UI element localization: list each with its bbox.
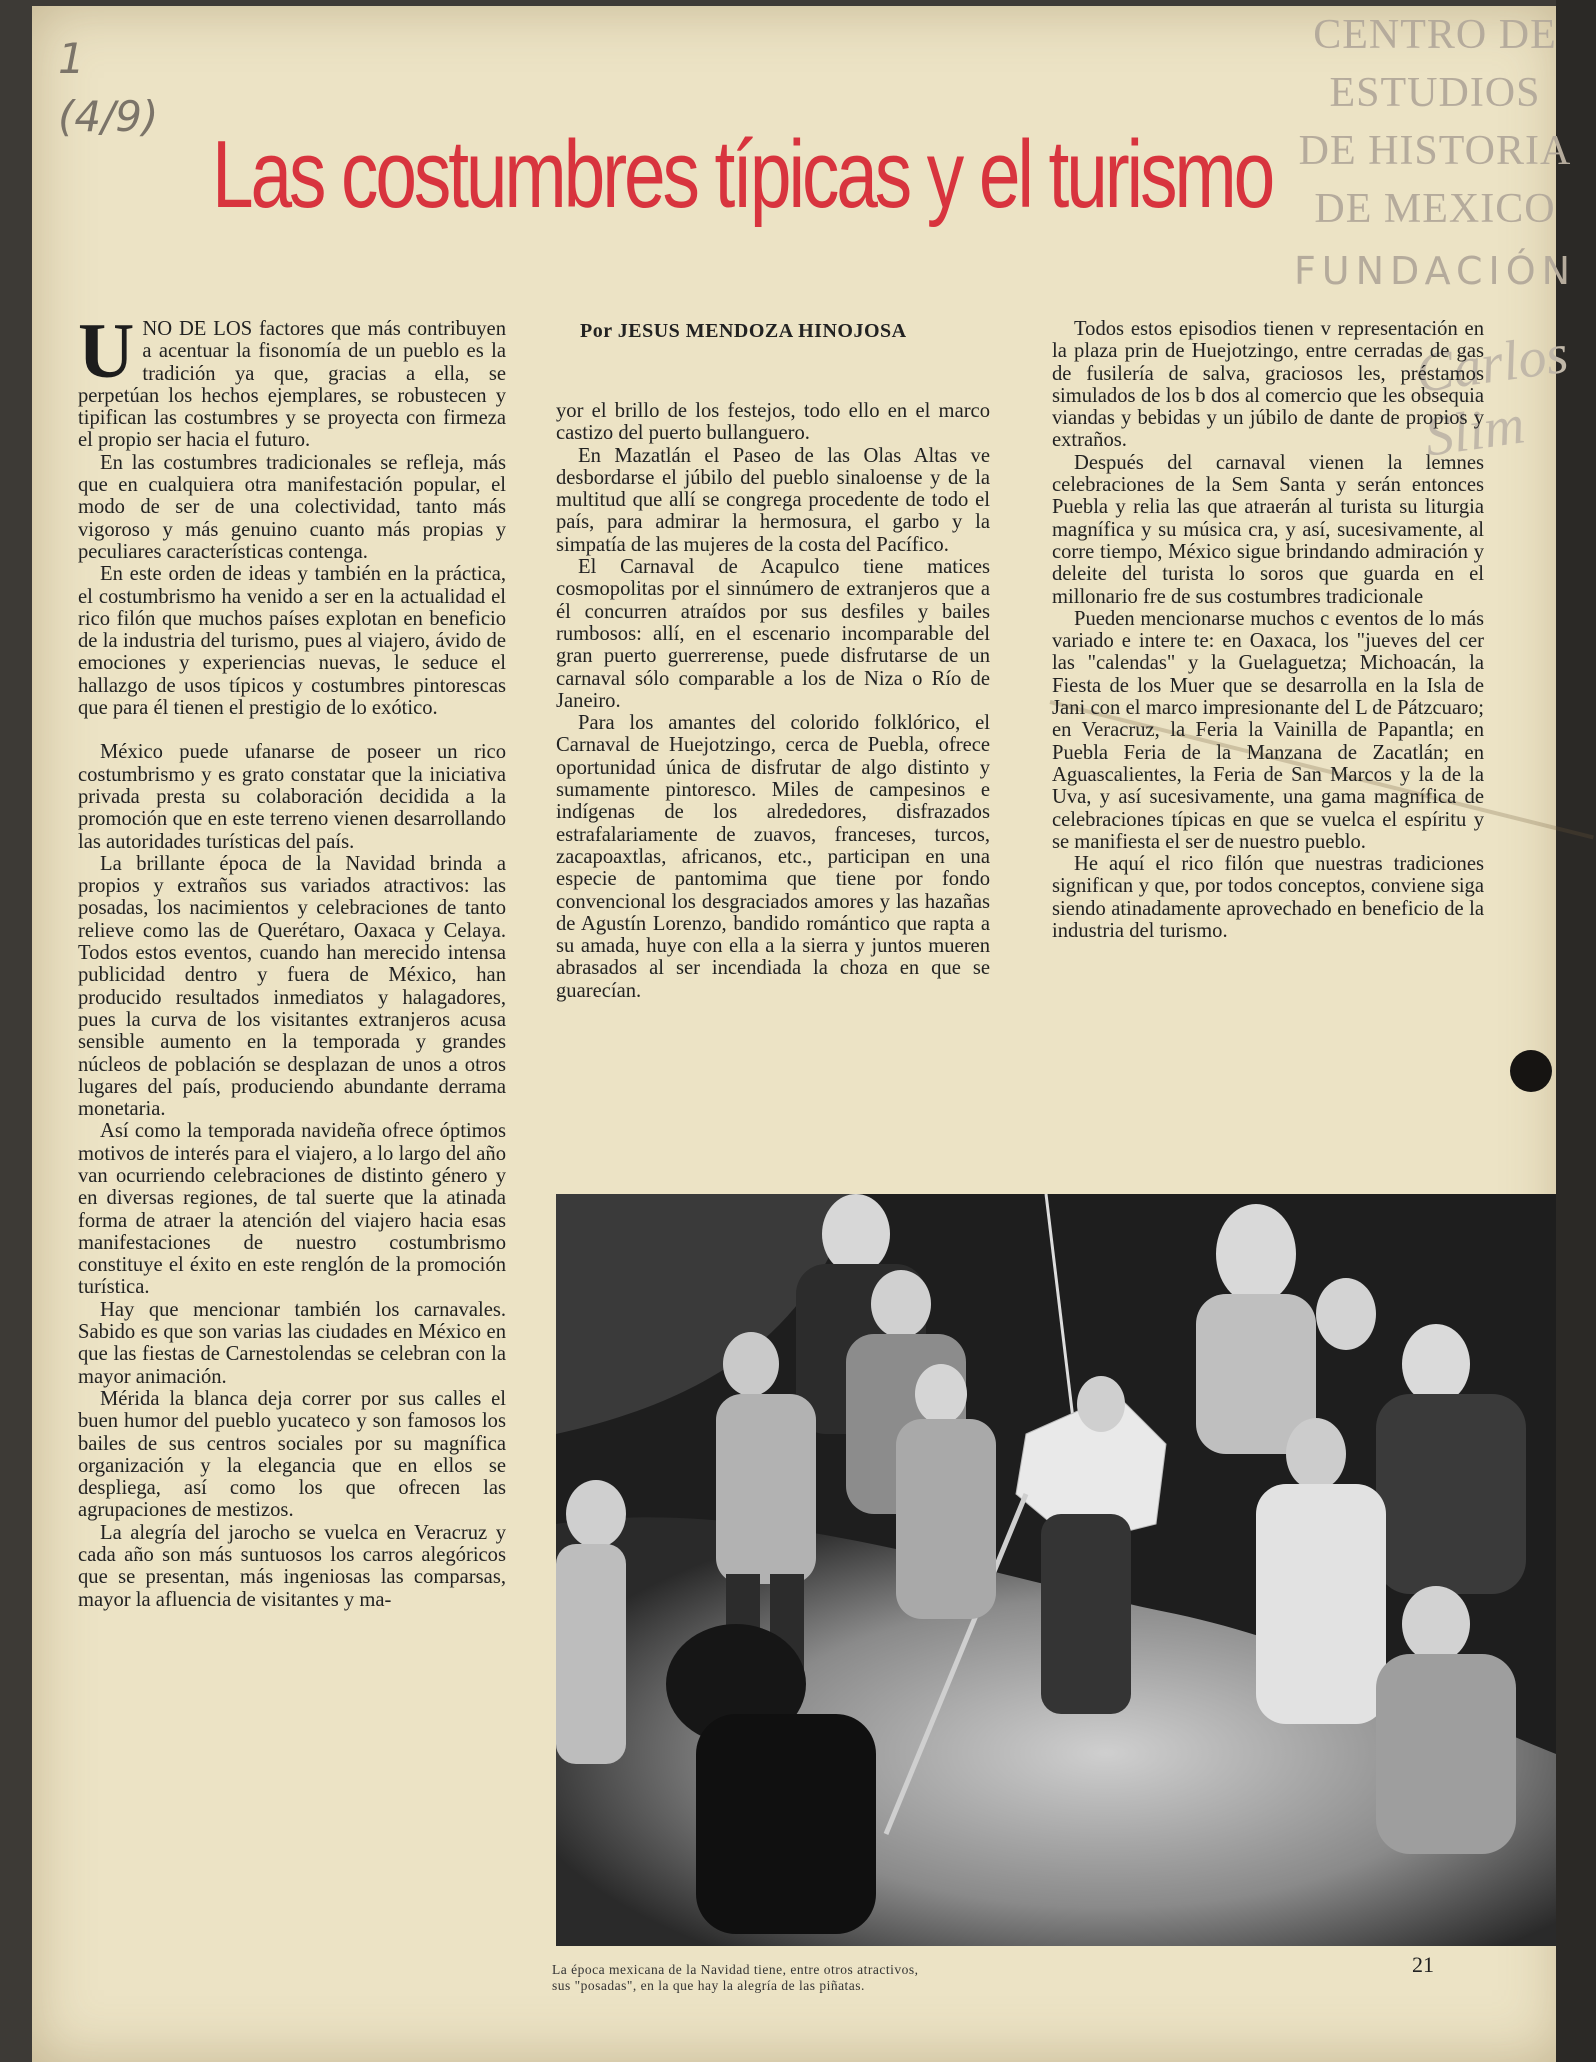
caption-line: sus "posadas", en la que hay la alegría de las piñatas.: [552, 1978, 865, 1993]
pencil-annotation-fraction: (4/9): [58, 92, 159, 141]
pencil-annotation: [58, 30, 158, 146]
paragraph: yor el brillo de los festejos, todo ello en el marco castizo del puerto bullanguero.: [556, 400, 990, 445]
page-number: 21: [1412, 1952, 1434, 1977]
paragraph: Así como la temporada navideña ofrece óptimos motivos de interés para el viajero, a lo largo del año van ocurriendo celebraciones de distinto género y en diversas regiones, de tal suerte que la atinada forma de atraer la atención del viajero hacia esas manifestaciones de nuestro costumbrismo constituye el éxito en este renglón de la promoción turística.: [78, 1120, 506, 1299]
paragraph: La alegría del jarocho se vuelca en Veracruz y cada año son más suntuosos los carros alegóricos que se presentan, más ingeniosas las comparsas, mayor la afluencia de visitantes y ma-: [78, 1521, 506, 1611]
paragraph: Todos estos episodios tienen v representación en la plaza prin de Huejotzingo, entre cerradas de gas de fusilería de salva, graciosos les, préstamos simulados de los b dos al comercio que les obsequia viandas y bebidas y un júbilo de dante de propios y extraños.: [1052, 318, 1484, 452]
paragraph: En este orden de ideas y también en la práctica, el costumbrismo ha venido a ser en la actualidad el rico filón que muchos países explotan en beneficio de la industria del turismo, pues al viajero, ávido de emociones y experiencias nuevas, le seduce el hallazgo de usos típicos y costumbres pintorescas que para él tienen el prestigio de lo exótico.: [78, 563, 506, 720]
paragraph: Pueden mencionarse muchos c eventos de lo más variado e intere te: en Oaxaca, los "jueves del cer las "calendas" y la Guelaguetza; Michoacán, la Fiesta de los Muer que se desarrolla en la Isla de Jani con el marco impresionante del L de Pátzcuaro; en Veracruz, la Feria la Vainilla de Papantla; en Puebla Feria de la Manzana de Zacatlán; en Aguascalientes, la Feria de San Marcos y la de la Uva, y así sucesivamente, una gama magnífica de celebraciones típicas en que se vuelca el espíritu y se manifiesta el ser de nuestro pueblo.: [1052, 607, 1484, 853]
watermark-line: ESTUDIOS: [1329, 70, 1541, 116]
article-column-1: [78, 307, 506, 1611]
article-title: Las costumbres típicas y el turismo: [212, 121, 1273, 228]
posada-pinata-photo: [556, 1194, 1556, 1946]
paragraph-text: NO DE LOS factores que más contribuyen a acentuar la fisonomía de un pueblo es la tradición ya que, gracias a ella, se perpetúan los hechos ejemplares, se robustecen y tipifican las costumbres y se proyecta con firmeza el propio ser hacia el futuro.: [78, 318, 506, 452]
paragraph: México puede ufanarse de poseer un rico costumbrismo y es grato constatar que la iniciativa privada presta su colaboración decidida a la promoción que en este terreno vienen desarrollando las autoridades turísticas del país.: [78, 741, 506, 853]
watermark-line: DE MEXICO: [1314, 186, 1556, 232]
paragraph: Hay que mencionar también los carnavales. Sabido es que son varias las ciudades en México en que las fiestas de Carnestolendas se celebran con la mayor animación.: [78, 1298, 506, 1388]
scan-border: [1556, 0, 1596, 2062]
paragraph: He aquí el rico filón que nuestras tradiciones significan y que, por todos conceptos, conviene siga siendo atinadamente aprovechado en beneficio de la industria del turismo.: [1052, 853, 1484, 943]
watermark-fundacion: FUNDACIÓN: [1293, 249, 1577, 293]
pencil-annotation-number: 1: [58, 34, 85, 83]
article-byline: Por JESUS MENDOZA HINOJOSA: [580, 320, 907, 342]
watermark-line: CENTRO DE: [1313, 12, 1557, 58]
article-column-2: [556, 400, 990, 1002]
photo-caption: [552, 1962, 1152, 1994]
paragraph: En Mazatlán el Paseo de las Olas Altas ve desbordarse el júbilo del pueblo sinaloense y de la multitud que allí se congrega procedente de todo el país, para admirar la hermosura, el garbo y la simpatía de las mujeres de la costa del Pacífico.: [556, 444, 990, 556]
paragraph: El Carnaval de Acapulco tiene matices cosmopolitas por el sinnúmero de extranjeros que a él concurren atraídos por sus desfiles y bailes rumbosos: allí, en el escenario incomparable del gran puerto guerrerense, puede disfrutarse de un carnaval sólo comparable a los de Niza o Río de Janeiro.: [556, 556, 990, 712]
punch-hole: [1510, 1050, 1552, 1092]
watermark-line: DE HISTORIA: [1298, 128, 1572, 174]
paragraph: En las costumbres tradicionales se refleja, más que en cualquiera otra manifestación popular, el modo de ser de una colectividad, tanto más vigoroso y más genuino cuanto más propias y peculiares características contenga.: [78, 451, 506, 563]
paragraph: La brillante época de la Navidad brinda a propios y extraños sus variados atractivos: las posadas, los nacimientos y celebraciones de tanto relieve como las de Querétaro, Oaxaca y Celaya. Todos estos eventos, cuando han merecido intensa publicidad dentro y fuera de México, han producido resultados inmediatos y halagadores, pues la curva de los visitantes extranjeros acusa sensible aumento en la temporada y grandes núcleos de población se desplazan de unos a otros lugares del país, produciendo abundante derrama monetaria.: [78, 852, 506, 1121]
paragraph: [78, 307, 506, 452]
paragraph: Mérida la blanca deja correr por sus calles el buen humor del pueblo yucateco y son famosos los bailes de sus centros sociales por su magnífica organización y la elegancia que en ellos se despliega, así como los que ofrecen las agrupaciones de mestizos.: [78, 1387, 506, 1522]
archive-watermark: [1280, 6, 1590, 300]
drop-cap: U: [78, 307, 135, 394]
watermark-signature: Carlos Slim: [1412, 322, 1572, 469]
caption-line: La época mexicana de la Navidad tiene, entre otros atractivos,: [552, 1962, 919, 1977]
paragraph: Para los amantes del colorido folklórico, el Carnaval de Huejotzingo, cerca de Puebla, ofrece oportunidad única de disfrutar de algo distinto y sumamente pintoresco. Miles de campesinos e indígenas de los alrededores, disfrazados estrafalariamente de zuavos, franceses, turcos, zacapoaxtlas, africanos, etc., participan en una especie de pantomima que tiene por fondo convencional los desgraciados amores y las hazañas de Agustín Lorenzo, bandido romántico que rapta a su amada, huye con ella a la sierra y juntos mueren abrasados al ser incendiada la choza en que se guarecían.: [556, 712, 990, 1002]
article-column-3: [1052, 318, 1484, 942]
paragraph: Después del carnaval vienen la lemnes celebraciones de la Sem Santa y serán entonces Puebla y relia las que atraerán al turista su liturgia magnífica y su música cra, y así, sucesivamente, al corre tiempo, México sigue brindando admiración y deleite del turista lo soros que guarda en el millonario fre de sus costumbres tradicionale: [1052, 451, 1484, 608]
